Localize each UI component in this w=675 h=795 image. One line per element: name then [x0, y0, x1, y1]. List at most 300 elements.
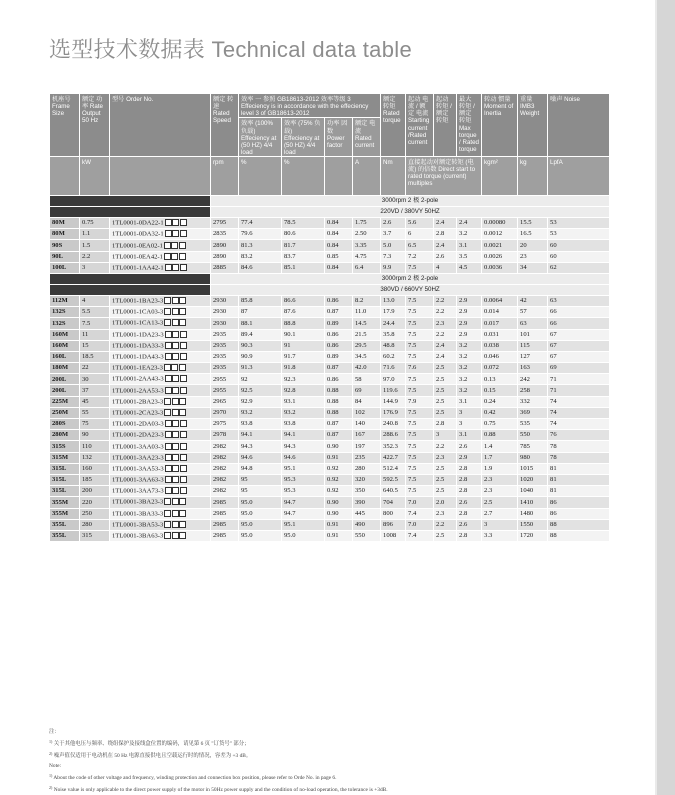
table-row [50, 519, 610, 530]
cell-frame [50, 530, 80, 541]
cell-noise-value: 74 [550, 397, 557, 405]
cell-start-current [406, 430, 434, 441]
cell-order [110, 519, 211, 530]
cell-start-current-value: 7.5 [408, 386, 417, 394]
cell-torque [381, 307, 406, 318]
cell-frame-value: 315L [52, 476, 67, 484]
cell-order [110, 218, 211, 229]
cell-power [80, 295, 110, 306]
cell-power-value: 1.5 [82, 241, 91, 249]
cell-eff100-value: 91.3 [241, 364, 253, 372]
cell-inertia [482, 340, 518, 351]
cell-current-value: 390 [355, 498, 365, 506]
cell-start-torque-value: 2.3 [436, 319, 445, 327]
cell-eff100 [239, 374, 282, 385]
cell-weight [518, 329, 548, 340]
cell-max-torque [457, 363, 482, 374]
cell-pf [325, 452, 353, 463]
cell-speed [211, 497, 239, 508]
cell-order [110, 396, 211, 407]
cell-start-torque [434, 497, 457, 508]
cell-frame-value: 180M [52, 364, 69, 372]
cell-eff75 [282, 218, 325, 229]
cell-start-torque-value: 2.5 [436, 364, 445, 372]
cell-order-value: 1TL0001-2CA23-3 [112, 409, 164, 417]
cell-max-torque [457, 318, 482, 329]
cell-start-current [406, 419, 434, 430]
cell-frame [50, 497, 80, 508]
cell-inertia-value: 0.072 [484, 364, 499, 372]
cell-frame [50, 519, 80, 530]
cell-start-current-value: 7.6 [408, 364, 417, 372]
cell-eff100 [239, 307, 282, 318]
cell-torque-value: 9.9 [383, 264, 392, 272]
cell-start-torque-value: 2.8 [436, 230, 445, 238]
cell-order-value: 1TL0001-0DA22-1 [112, 219, 164, 227]
unit-power: kW [80, 157, 110, 196]
option-box [164, 498, 171, 505]
cell-eff100 [239, 262, 282, 273]
cell-current-value: 102 [355, 409, 365, 417]
cell-torque-value: 512.4 [383, 465, 398, 473]
cell-inertia-value: 0.00080 [484, 219, 506, 227]
cell-power [80, 385, 110, 396]
option-box [172, 465, 179, 472]
header-power-factor: 功率 因数 Power factor [325, 118, 353, 157]
cell-inertia-value: 2.3 [484, 487, 493, 495]
option-box [172, 264, 179, 271]
cell-order [110, 240, 211, 251]
option-box [172, 342, 179, 349]
cell-torque-value: 1008 [383, 532, 397, 540]
cell-eff75 [282, 441, 325, 452]
cell-current [353, 508, 381, 519]
cell-power [80, 329, 110, 340]
cell-start-torque-value: 2.5 [436, 386, 445, 394]
cell-weight [518, 419, 548, 430]
cell-frame [50, 430, 80, 441]
cell-current [353, 452, 381, 463]
cell-order-value: 1TL0001-2DA23-3 [112, 431, 164, 439]
option-box [164, 532, 171, 539]
cell-pf-value: 0.91 [327, 453, 339, 461]
cell-speed-value: 2985 [213, 509, 227, 517]
cell-weight [518, 295, 548, 306]
cell-order [110, 295, 211, 306]
cell-inertia-value: 0.42 [484, 409, 496, 417]
cell-pf [325, 363, 353, 374]
cell-current-value: 350 [355, 487, 365, 495]
note-en-2-text: Noise value is only applicable to the direct power supply of the motor in 50Hz power supply and the condition of no-load operation, the tolerance is +3dB. [53, 787, 388, 793]
cell-order [110, 318, 211, 329]
cell-inertia-value: 0.046 [484, 353, 499, 361]
cell-start-torque [434, 240, 457, 251]
cell-pf-value: 0.84 [327, 241, 339, 249]
cell-weight [518, 530, 548, 541]
cell-max-torque [457, 374, 482, 385]
cell-start-torque-value: 2.5 [436, 409, 445, 417]
cell-current-value: 1.75 [355, 219, 367, 227]
cell-order [110, 251, 211, 262]
cell-eff75 [282, 363, 325, 374]
option-box [180, 264, 187, 271]
cell-noise [548, 407, 610, 418]
cell-start-current-value: 7.2 [408, 252, 417, 260]
cell-weight [518, 374, 548, 385]
cell-frame [50, 307, 80, 318]
cell-eff100-value: 77.4 [241, 219, 253, 227]
cell-eff100-value: 92 [241, 375, 248, 383]
cell-speed-value: 2935 [213, 364, 227, 372]
cell-order [110, 363, 211, 374]
cell-frame [50, 374, 80, 385]
option-box [165, 487, 172, 494]
cell-current-value: 4.75 [355, 252, 367, 260]
cell-eff100 [239, 497, 282, 508]
cell-current [353, 295, 381, 306]
cell-max-torque-value: 2.6 [459, 520, 468, 528]
cell-speed-value: 2982 [213, 476, 227, 484]
cell-max-torque [457, 307, 482, 318]
cell-frame-value: 90L [52, 252, 63, 260]
cell-max-torque [457, 295, 482, 306]
header-row [50, 94, 610, 118]
cell-eff100 [239, 463, 282, 474]
cell-power [80, 419, 110, 430]
cell-current-value: 29.5 [355, 341, 367, 349]
cell-eff100 [239, 441, 282, 452]
cell-power-value: 11 [82, 330, 89, 338]
cell-start-torque [434, 441, 457, 452]
cell-weight-value: 785 [520, 442, 530, 450]
cell-frame-value: 315L [52, 487, 67, 495]
cell-frame [50, 229, 80, 240]
cell-start-current [406, 508, 434, 519]
cell-start-torque [434, 363, 457, 374]
table-row [50, 240, 610, 251]
cell-start-torque-value: 2.0 [436, 498, 445, 506]
option-box [172, 319, 179, 326]
cell-eff75 [282, 463, 325, 474]
cell-frame [50, 251, 80, 262]
cell-frame-value: 200L [52, 386, 67, 394]
order-code-option-boxes [165, 219, 188, 227]
cell-eff75 [282, 407, 325, 418]
cell-current [353, 229, 381, 240]
cell-speed-value: 2835 [213, 230, 227, 238]
cell-inertia [482, 329, 518, 340]
option-box [179, 510, 186, 517]
cell-frame-value: 315M [52, 453, 69, 461]
cell-weight-value: 163 [520, 364, 530, 372]
table-row [50, 396, 610, 407]
cell-order-value: 1TL0001-2AA53-3 [112, 386, 164, 394]
cell-frame [50, 262, 80, 273]
cell-noise [548, 430, 610, 441]
cell-eff100-value: 94.8 [241, 465, 253, 473]
option-box [172, 230, 179, 237]
cell-pf-value: 0.86 [327, 330, 339, 338]
cell-speed-value: 2985 [213, 520, 227, 528]
cell-start-torque-value: 2.5 [436, 465, 445, 473]
cell-max-torque-value: 3.5 [459, 252, 468, 260]
cell-noise-value: 71 [550, 386, 557, 394]
cell-speed [211, 441, 239, 452]
cell-pf [325, 374, 353, 385]
cell-order-value: 1TL0001-3BA53-3 [112, 521, 164, 529]
section-voltage-label: 380VD / 660VY 50HZ [211, 284, 610, 295]
cell-inertia [482, 441, 518, 452]
cell-torque [381, 452, 406, 463]
cell-pf-value: 0.91 [327, 520, 339, 528]
cell-weight-value: 16.5 [520, 230, 532, 238]
order-code-option-boxes [164, 319, 187, 327]
option-box [179, 409, 186, 416]
cell-noise-value: 60 [550, 241, 557, 249]
cell-torque-value: 592.5 [383, 476, 398, 484]
cell-noise [548, 441, 610, 452]
option-box [164, 364, 171, 371]
cell-pf-value: 0.92 [327, 465, 339, 473]
cell-pf [325, 385, 353, 396]
cell-weight [518, 486, 548, 497]
cell-frame-value: 80M [52, 230, 65, 238]
cell-current-value: 320 [355, 476, 365, 484]
cell-start-torque-value: 4 [436, 264, 440, 272]
cell-frame-value: 355M [52, 509, 69, 517]
cell-max-torque-value: 3.2 [459, 375, 468, 383]
cell-power-value: 3 [82, 264, 86, 272]
cell-eff75 [282, 251, 325, 262]
unit-pf [325, 157, 353, 196]
cell-torque [381, 396, 406, 407]
cell-inertia [482, 240, 518, 251]
cell-current-value: 167 [355, 431, 365, 439]
note-cn-title: 注： [49, 729, 60, 735]
cell-noise [548, 318, 610, 329]
option-box [179, 308, 186, 315]
cell-eff100-value: 90.9 [241, 353, 253, 361]
cell-weight-value: 1720 [520, 532, 534, 540]
cell-power-value: 200 [82, 487, 92, 495]
cell-pf-value: 0.88 [327, 409, 339, 417]
cell-pf [325, 307, 353, 318]
cell-start-torque-value: 2.6 [436, 252, 445, 260]
option-box [180, 454, 187, 461]
cell-max-torque-value: 2.9 [459, 319, 468, 327]
cell-start-torque-value: 2.2 [436, 297, 445, 305]
cell-noise [548, 229, 610, 240]
cell-torque [381, 318, 406, 329]
table-row [50, 452, 610, 463]
cell-noise-value: 76 [550, 431, 557, 439]
cell-power [80, 430, 110, 441]
cell-power [80, 363, 110, 374]
cell-power-value: 1.1 [82, 230, 91, 238]
cell-start-current [406, 295, 434, 306]
cell-torque [381, 351, 406, 362]
unit-eff100: % [239, 157, 282, 196]
cell-current-value: 140 [355, 420, 365, 428]
cell-power-value: 220 [82, 498, 92, 506]
cell-power [80, 251, 110, 262]
cell-start-torque-value: 2.2 [436, 442, 445, 450]
option-box [180, 375, 187, 382]
cell-start-current [406, 463, 434, 474]
cell-eff75-value: 95.1 [284, 465, 296, 473]
order-code-option-boxes [164, 532, 187, 540]
option-box [180, 443, 187, 450]
cell-inertia [482, 508, 518, 519]
cell-order [110, 530, 211, 541]
cell-current [353, 329, 381, 340]
cell-frame-value: 90S [52, 241, 63, 249]
order-code-option-boxes [165, 230, 188, 238]
cell-max-torque [457, 407, 482, 418]
cell-start-torque [434, 519, 457, 530]
cell-order-value: 1TL0001-1DA23-3 [112, 330, 164, 338]
cell-frame [50, 407, 80, 418]
cell-start-torque-value: 2.3 [436, 453, 445, 461]
cell-order-value: 1TL0001-1EA23-3 [112, 364, 163, 372]
cell-noise [548, 530, 610, 541]
option-box [171, 253, 178, 260]
cell-weight [518, 240, 548, 251]
cell-pf [325, 519, 353, 530]
cell-inertia-value: 1.7 [484, 453, 493, 461]
cell-current-value: 14.5 [355, 319, 367, 327]
cell-torque [381, 374, 406, 385]
cell-start-current-value: 7.5 [408, 487, 417, 495]
cell-frame-value: 250M [52, 409, 69, 417]
option-box [179, 364, 186, 371]
cell-start-torque [434, 262, 457, 273]
cell-inertia-value: 1.9 [484, 465, 493, 473]
cell-weight-value: 258 [520, 386, 530, 394]
cell-max-torque-value: 3.2 [459, 364, 468, 372]
table-row [50, 419, 610, 430]
cell-speed-value: 2978 [213, 431, 227, 439]
cell-power-value: 132 [82, 453, 92, 461]
cell-weight-value: 1015 [520, 465, 534, 473]
cell-eff75-value: 95.1 [284, 520, 296, 528]
table-body [50, 94, 610, 542]
cell-pf [325, 229, 353, 240]
option-box [165, 264, 172, 271]
cell-torque-value: 422.7 [383, 453, 398, 461]
cell-speed-value: 2885 [213, 264, 227, 272]
cell-start-torque [434, 229, 457, 240]
cell-pf-value: 0.87 [327, 420, 339, 428]
option-box [165, 476, 172, 483]
cell-current [353, 396, 381, 407]
cell-power-value: 5.5 [82, 308, 91, 316]
cell-weight [518, 351, 548, 362]
cell-torque-value: 352.3 [383, 442, 398, 450]
cell-power-value: 22 [82, 364, 89, 372]
cell-start-torque [434, 474, 457, 485]
section-row [50, 284, 610, 295]
cell-eff100 [239, 340, 282, 351]
cell-power-value: 90 [82, 431, 89, 439]
option-box [179, 253, 186, 260]
cell-noise [548, 218, 610, 229]
section-speed-label: 3000rpm 2 极 2-pole [211, 196, 610, 207]
cell-eff100 [239, 363, 282, 374]
cell-start-torque [434, 307, 457, 318]
cell-max-torque [457, 385, 482, 396]
cell-pf-value: 0.86 [327, 375, 339, 383]
cell-torque-value: 3.7 [383, 230, 392, 238]
cell-torque-value: 5.0 [383, 241, 392, 249]
cell-frame [50, 474, 80, 485]
cell-max-torque [457, 508, 482, 519]
cell-current [353, 340, 381, 351]
cell-eff75 [282, 430, 325, 441]
cell-max-torque [457, 329, 482, 340]
cell-noise-value: 63 [550, 297, 557, 305]
cell-weight [518, 430, 548, 441]
cell-eff75-value: 91.7 [284, 353, 296, 361]
cell-speed [211, 519, 239, 530]
note-en-2-marker: 2) [49, 785, 53, 790]
cell-pf [325, 218, 353, 229]
cell-start-current [406, 351, 434, 362]
cell-start-torque-value: 2.4 [436, 241, 445, 249]
cell-start-current-value: 7.5 [408, 409, 417, 417]
cell-start-torque [434, 351, 457, 362]
cell-speed-value: 2935 [213, 330, 227, 338]
option-box [165, 219, 172, 226]
cell-eff100 [239, 519, 282, 530]
cell-frame [50, 340, 80, 351]
cell-inertia [482, 363, 518, 374]
cell-inertia-value: 0.15 [484, 386, 496, 394]
cell-start-current-value: 7.5 [408, 420, 417, 428]
cell-power [80, 218, 110, 229]
cell-order-value: 1TL0001-0DA32-1 [112, 230, 164, 238]
cell-order [110, 385, 211, 396]
cell-start-current-value: 7.5 [408, 431, 417, 439]
cell-noise [548, 463, 610, 474]
cell-current-value: 2.50 [355, 230, 367, 238]
cell-noise [548, 262, 610, 273]
option-box [171, 242, 178, 249]
cell-current-value: 6.4 [355, 264, 364, 272]
cell-eff100-value: 95.0 [241, 509, 253, 517]
cell-start-current [406, 396, 434, 407]
header-frame: 机座号 Frame Size [50, 94, 80, 157]
cell-max-torque-value: 2.8 [459, 487, 468, 495]
cell-torque-value: 896 [383, 520, 393, 528]
option-box [172, 510, 179, 517]
unit-multiples: 直接起动对额定转矩 (电流) 的倍数 Direct start to rated torque (current) multiples [406, 157, 482, 196]
cell-power-value: 30 [82, 375, 89, 383]
cell-current [353, 385, 381, 396]
cell-start-torque-value: 2.5 [436, 375, 445, 383]
unit-frame [50, 157, 80, 196]
technical-data-table [49, 93, 610, 542]
cell-power [80, 519, 110, 530]
cell-start-torque [434, 329, 457, 340]
page-edge-line [655, 0, 657, 795]
table-row [50, 530, 610, 541]
cell-order [110, 430, 211, 441]
cell-torque-value: 240.8 [383, 420, 398, 428]
cell-torque [381, 329, 406, 340]
cell-power [80, 396, 110, 407]
cell-eff100 [239, 351, 282, 362]
